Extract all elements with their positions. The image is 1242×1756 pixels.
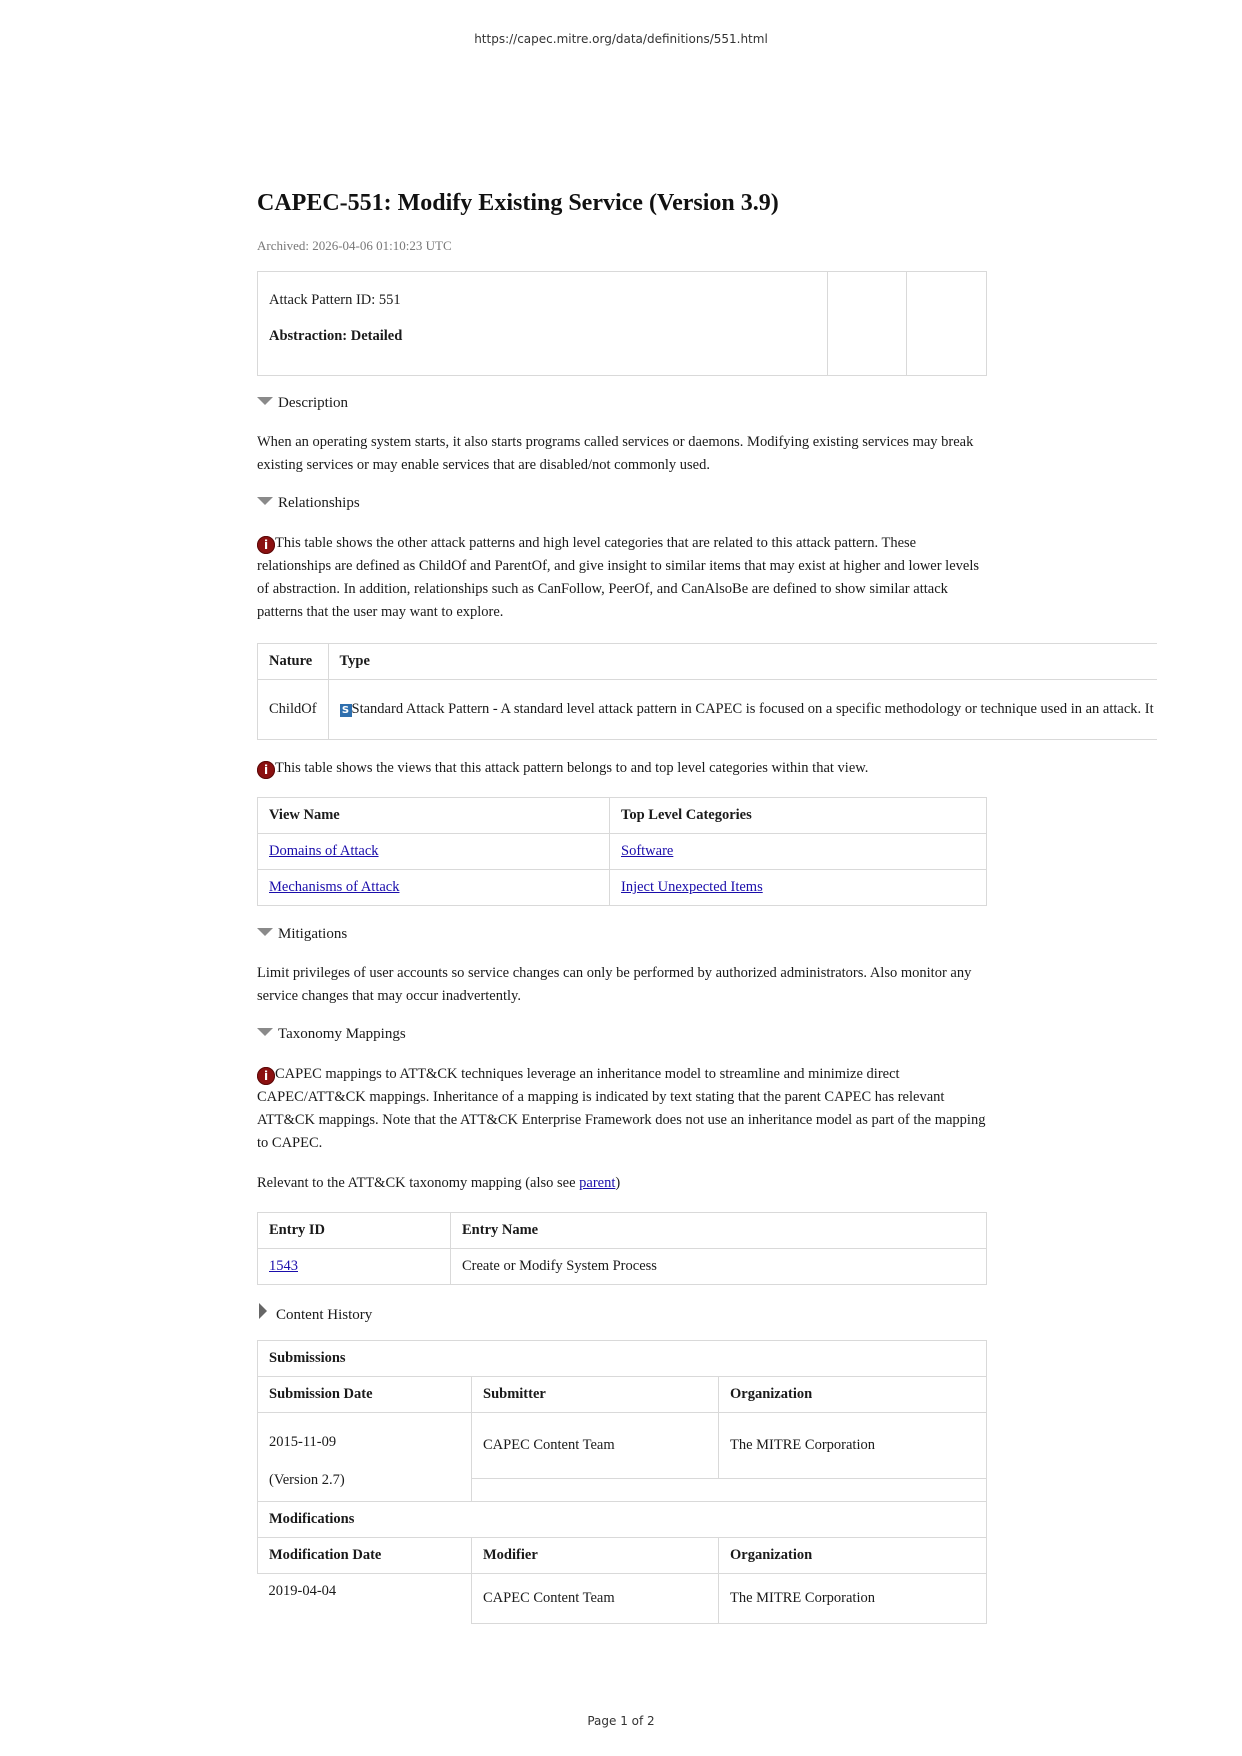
info-icon: i <box>257 1067 275 1085</box>
view-link-domains-of-attack[interactable]: Domains of Attack <box>269 843 379 859</box>
abstraction-level: Abstraction: Detailed <box>269 328 403 344</box>
standard-pattern-icon: S <box>340 704 352 717</box>
relationships-note-text: This table shows the other attack patterns and high level categories that are related to this attack pattern. These relationships are defined as ChildOf and ParentOf, and give insight to similar items that may exist at higher and lower levels of abstraction. In addition, relationships such as CanFollow, PeerOf, and CanAlsoBe are defined to show similar attack patterns that the user may want to explore. <box>257 535 980 620</box>
parent-link[interactable]: parent <box>579 1175 616 1191</box>
column-header-submitter: Submitter <box>472 1377 719 1413</box>
modifier: CAPEC Content Team <box>472 1574 719 1624</box>
expand-triangle-icon <box>257 497 273 505</box>
table-row <box>258 1574 987 1624</box>
view-link-mechanisms-of-attack[interactable]: Mechanisms of Attack <box>269 879 400 895</box>
expand-triangle-icon <box>257 397 273 405</box>
views-note <box>257 757 987 780</box>
relationships-table <box>257 643 1157 740</box>
attack-pattern-id-box <box>257 271 987 376</box>
submitter: CAPEC Content Team <box>472 1413 719 1479</box>
views-note-text: This table shows the views that this attack pattern belongs to and top level categories within that view. <box>275 760 869 776</box>
column-header-modification-date: Modification Date <box>258 1538 472 1574</box>
relationship-nature: ChildOf <box>258 680 329 740</box>
section-heading-content-history: Content History <box>276 1307 373 1323</box>
section-toggle-description[interactable] <box>257 395 348 412</box>
section-heading-relationships: Relationships <box>278 495 360 511</box>
relationship-type <box>328 680 1157 740</box>
entry-name: Create or Modify System Process <box>451 1249 987 1285</box>
table-row <box>258 834 987 870</box>
column-header-submission-date: Submission Date <box>258 1377 472 1413</box>
section-toggle-taxonomy-mappings[interactable] <box>257 1026 406 1043</box>
column-header-entry-id: Entry ID <box>258 1213 451 1249</box>
section-heading-mitigations: Mitigations <box>278 926 348 942</box>
taxonomy-note-text: CAPEC mappings to ATT&CK techniques leverage an inheritance model to streamline and minimize direct CAPEC/ATT&CK mappings. Inheritance of a mapping is indicated by text stating that the parent CAPEC has relevant ATT&CK mappings. Note that the ATT&CK Enterprise Framework does not use an inheritance model as part of the mapping to CAPEC. <box>257 1066 986 1151</box>
table-header-row <box>258 798 987 834</box>
column-header-organization: Organization <box>719 1538 987 1574</box>
modification-date: 2019-04-04 <box>258 1574 472 1624</box>
description-text: When an operating system starts, it also starts programs called services or daemons. Modifying existing services may break existing services or may enable services that are disabled/not commonly used. <box>257 434 974 473</box>
info-icon: i <box>257 536 275 554</box>
modifications-label: Modifications <box>258 1502 987 1538</box>
submissions-label: Submissions <box>258 1341 987 1377</box>
table-row <box>258 870 987 906</box>
column-header-modifier: Modifier <box>472 1538 719 1574</box>
collapse-triangle-icon <box>259 1303 267 1319</box>
id-box-main-cell <box>258 272 828 376</box>
id-box-empty-cell <box>906 272 986 376</box>
section-heading-taxonomy: Taxonomy Mappings <box>278 1026 406 1042</box>
print-footer-page-number: Page 1 of 2 <box>587 1714 655 1728</box>
table-header-row <box>258 1377 987 1413</box>
modification-organization: The MITRE Corporation <box>719 1574 987 1624</box>
category-link-software[interactable]: Software <box>621 843 674 859</box>
relationships-note <box>257 532 987 624</box>
table-header-row <box>258 644 1158 680</box>
page-title: CAPEC-551: Modify Existing Service (Version 3.9) <box>257 190 779 216</box>
table-header-row <box>258 1538 987 1574</box>
expand-triangle-icon <box>257 1028 273 1036</box>
taxonomy-table <box>257 1212 987 1285</box>
column-header-top-level-categories: Top Level Categories <box>610 798 987 834</box>
table-row <box>258 1249 987 1285</box>
submission-date-cell <box>258 1413 472 1502</box>
submissions-label-row <box>258 1341 987 1377</box>
views-table <box>257 797 987 906</box>
modifications-label-row <box>258 1502 987 1538</box>
table-header-row <box>258 1213 987 1249</box>
info-icon: i <box>257 761 275 779</box>
content-history-table <box>257 1340 987 1624</box>
taxonomy-note <box>257 1063 987 1155</box>
column-header-view-name: View Name <box>258 798 610 834</box>
mitigations-text: Limit privileges of user accounts so service changes can only be performed by authorized administrators. Also monitor any service changes that may occur inadvertently. <box>257 965 972 1004</box>
category-link-inject-unexpected-items[interactable]: Inject Unexpected Items <box>621 879 763 895</box>
archived-timestamp: Archived: 2026-04-06 01:10:23 UTC <box>257 238 452 253</box>
attack-pattern-id: Attack Pattern ID: 551 <box>269 292 401 308</box>
section-heading-description: Description <box>278 395 348 411</box>
submission-organization: The MITRE Corporation <box>719 1413 987 1479</box>
submission-date: 2015-11-09 <box>269 1434 337 1450</box>
relationship-type-text: Standard Attack Pattern - A standard level attack pattern in CAPEC is focused on a specific methodology or technique used in an attack. It <box>351 701 1154 717</box>
print-header-url: https://capec.mitre.org/data/definitions/551.html <box>474 32 768 46</box>
submission-version: (Version 2.7) <box>269 1472 345 1488</box>
column-header-type: Type <box>328 644 1157 680</box>
section-toggle-relationships[interactable] <box>257 495 360 512</box>
column-header-organization: Organization <box>719 1377 987 1413</box>
entry-id-link[interactable]: 1543 <box>269 1258 298 1274</box>
section-toggle-content-history[interactable] <box>257 1303 372 1324</box>
table-row <box>258 1413 987 1479</box>
relationships-table-wrapper <box>257 643 1157 743</box>
section-toggle-mitigations[interactable] <box>257 926 347 943</box>
column-header-nature: Nature <box>258 644 329 680</box>
id-box-empty-cell <box>827 272 906 376</box>
table-row <box>258 680 1158 740</box>
taxonomy-relevant-line: Relevant to the ATT&CK taxonomy mapping (also see parent) <box>257 1175 621 1191</box>
expand-triangle-icon <box>257 928 273 936</box>
column-header-entry-name: Entry Name <box>451 1213 987 1249</box>
